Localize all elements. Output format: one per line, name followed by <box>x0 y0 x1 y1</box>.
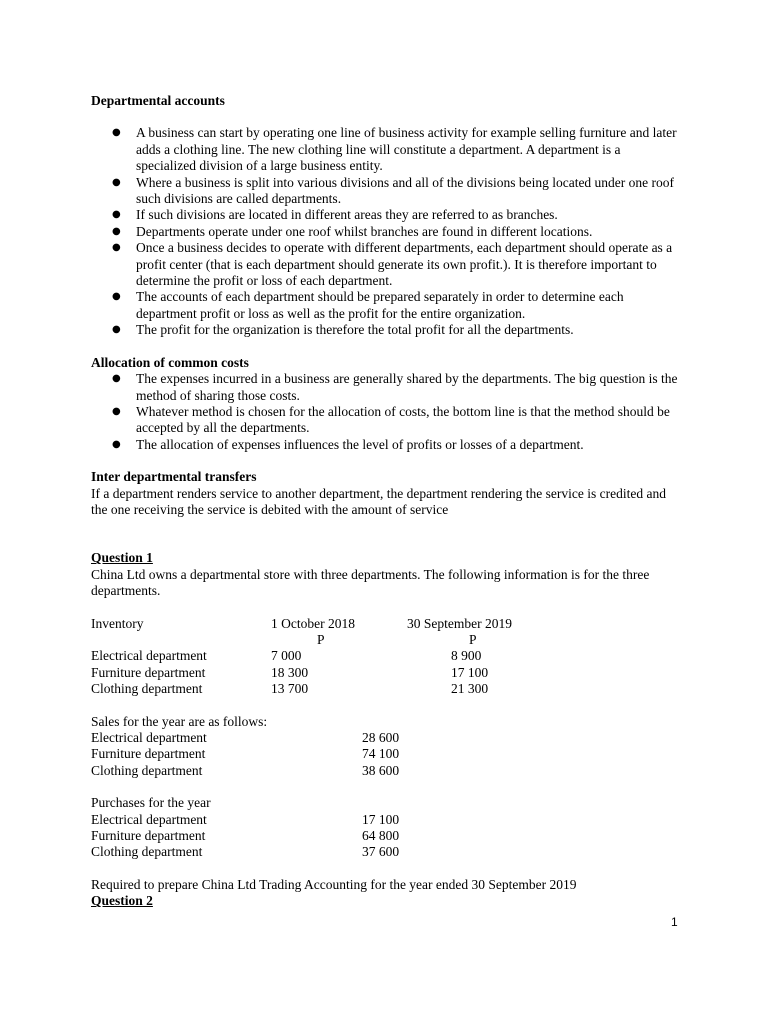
inventory-dept: Electrical department <box>91 648 207 664</box>
inventory-value-2: 8 900 <box>451 648 482 664</box>
purchases-label: Purchases for the year <box>91 795 211 811</box>
allocation-costs-list <box>91 371 681 453</box>
list-item: ● Departments operate under one roof whilst branches are found in different locations. <box>112 223 593 239</box>
purchases-value: 17 100 <box>362 811 400 827</box>
table-row <box>91 665 527 681</box>
sales-value: 74 100 <box>362 746 400 762</box>
list-item: ● If such divisions are located in different areas they are referred to as branches. <box>112 207 558 223</box>
list-item: ● The expenses incurred in a business are generally shared by the departments. The big question is the method of sharing those costs. <box>112 371 678 403</box>
inventory-dept: Furniture department <box>91 664 206 680</box>
inventory-unit-1: P <box>317 631 325 647</box>
inventory-dept: Clothing department <box>91 681 203 697</box>
sales-table <box>91 730 399 779</box>
question-1-required: Required to prepare China Ltd Trading Accounting for the year ended 30 September 2019 <box>91 876 577 892</box>
inventory-date-2: 30 September 2019 <box>407 615 512 631</box>
bullet-icon: ● <box>112 324 121 336</box>
inventory-value-1: 13 700 <box>271 681 309 697</box>
table-row <box>91 746 399 762</box>
inventory-table <box>91 616 527 698</box>
inventory-value-1: 18 300 <box>271 664 309 680</box>
purchases-table <box>91 812 399 861</box>
table-row <box>91 763 399 779</box>
bullet-icon: ● <box>112 242 121 254</box>
list-item: ● The accounts of each department should be prepared separately in order to determine each department profit or loss as well as the profit for the entire organization. <box>112 289 624 321</box>
table-row <box>91 730 399 746</box>
bullet-icon: ● <box>112 438 121 450</box>
inventory-label: Inventory <box>91 615 144 631</box>
question-1-title: Question 1 <box>91 550 153 566</box>
question-2-title: Question 2 <box>91 893 153 909</box>
sales-label: Sales for the year are as follows: <box>91 713 268 729</box>
purchases-value: 37 600 <box>362 844 400 860</box>
inventory-value-2: 21 300 <box>451 681 489 697</box>
table-row <box>91 812 399 828</box>
inventory-date-1: 1 October 2018 <box>271 615 355 631</box>
inventory-unit-2: P <box>469 631 477 647</box>
sales-dept: Furniture department <box>91 746 206 762</box>
page-number: 1 <box>671 915 678 929</box>
sales-value: 38 600 <box>362 762 400 778</box>
inventory-value-1: 7 000 <box>271 648 302 664</box>
inter-departmental-text: If a department renders service to another department, the department rendering the service is credited and the one receiving the service is debited with the amount of service <box>91 485 666 517</box>
purchases-dept: Furniture department <box>91 828 206 844</box>
question-1-intro: China Ltd owns a departmental store with three departments. The following information is for the three departments. <box>91 566 650 599</box>
table-row <box>91 616 527 632</box>
table-row <box>91 648 527 664</box>
list-item: ● The profit for the organization is therefore the total profit for all the departments. <box>112 322 574 338</box>
bullet-icon: ● <box>112 225 121 237</box>
bullet-icon: ● <box>112 127 121 139</box>
table-row <box>91 844 399 860</box>
list-item: ● Whatever method is chosen for the allocation of costs, the bottom line is that the method should be accepted by all the departments. <box>112 403 670 436</box>
purchases-value: 64 800 <box>362 828 400 844</box>
purchases-dept: Clothing department <box>91 844 203 860</box>
document-content <box>91 93 681 910</box>
table-row <box>91 632 527 648</box>
bullet-icon: ● <box>112 209 121 221</box>
list-item: ● Once a business decides to operate with different departments, each department should operate as a profit center (that is each department should generate its own profit.). It is therefore important to determine the profit or loss of each department. <box>112 240 673 289</box>
list-item: ● A business can start by operating one line of business activity for example selling furniture and later adds a clothing line. The new clothing line will constitute a department. A department is a specialized division of a large business entity. <box>112 125 677 174</box>
heading-inter-departmental-transfers: Inter departmental transfers <box>91 469 257 485</box>
bullet-icon: ● <box>112 291 121 303</box>
list-item: ● The allocation of expenses influences the level of profits or losses of a department. <box>112 436 584 452</box>
sales-dept: Clothing department <box>91 762 203 778</box>
table-row <box>91 681 527 697</box>
inventory-value-2: 17 100 <box>451 664 489 680</box>
bullet-icon: ● <box>112 373 121 385</box>
heading-departmental-accounts: Departmental accounts <box>91 93 225 108</box>
bullet-icon: ● <box>112 405 121 417</box>
heading-allocation-common-costs: Allocation of common costs <box>91 354 249 370</box>
sales-dept: Electrical department <box>91 730 207 745</box>
departmental-accounts-list <box>91 125 681 338</box>
bullet-icon: ● <box>112 176 121 188</box>
sales-value: 28 600 <box>362 730 400 745</box>
purchases-dept: Electrical department <box>91 811 207 827</box>
table-row <box>91 828 399 844</box>
list-item: ● Where a business is split into various divisions and all of the divisions being located under one roof such divisions are called departments. <box>112 174 675 207</box>
